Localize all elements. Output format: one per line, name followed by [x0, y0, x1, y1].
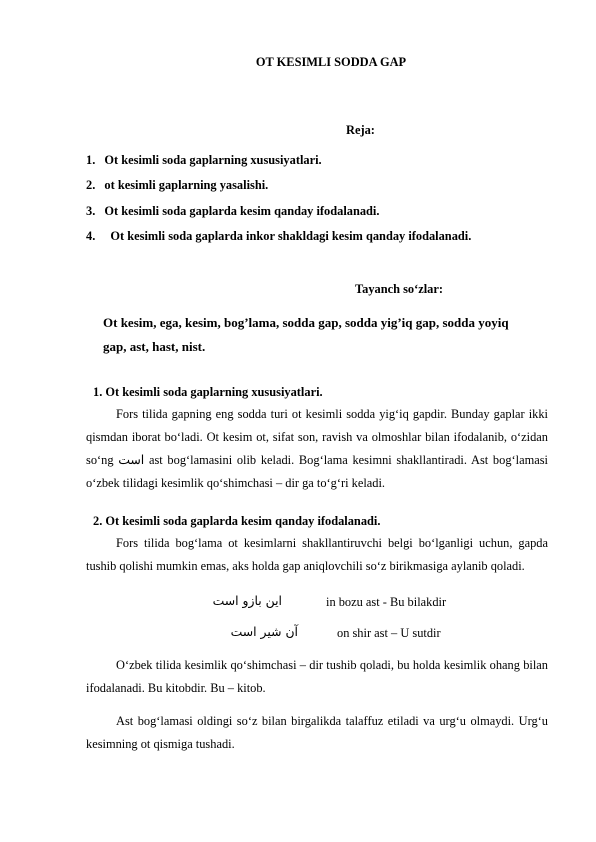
- persian-example: این بازو است: [212, 593, 282, 608]
- keywords-line: gap, ast, hast, nist.: [103, 339, 206, 354]
- example-translation: in bozu ast - Bu bilakdir: [326, 595, 447, 609]
- paragraph-text: Fors tilida gapning eng sodda turi ot kesimli sodda yig‘iq gapdir. Bunday gaplar ikki qismdan iborat bo‘ladi. Ot kesim ot, sifat son, ravish va olmoshlar bilan ifodalanib, o‘zidan so‘ng است ast bog‘lamasini olib keladi. Bog‘lama kesimni shakllantiradi. Ast bog‘lamasi o‘zbek tilidagi kesimlik qo‘shimchasi – dir ga to‘g‘ri keladi.: [86, 407, 548, 490]
- paragraph-text: Ast bog‘lamasi oldingi so‘z bilan birgalikda talaffuz etiladi va urg‘u olmaydi. Urg‘u kesimning ot qismiga tushadi.: [86, 714, 548, 751]
- keywords-line: Ot kesim, ega, kesim, bog’lama, sodda gap, sodda yig’iq gap, sodda yoyiq: [103, 315, 509, 330]
- section-paragraph: [86, 654, 548, 700]
- plan-item-number: 3.: [86, 204, 96, 218]
- plan-item-number: 2.: [86, 178, 96, 192]
- paragraph-text: O‘zbek tilida kesimlik qo‘shimchasi – dir tushib qoladi, bu holda kesimlik ohang bilan ifodalanadi. Bu kitobdir. Bu – kitob.: [86, 658, 548, 695]
- paragraph-text: Fors tilida bog‘lama ot kesimlarni shakllantiruvchi belgi bo‘lganligi uchun, gapda tushib qolishi mumkin emas, aks holda gap aniqlovchili so‘z birikmasiga aylanib qoladi.: [86, 536, 548, 573]
- section-paragraph: [86, 532, 548, 578]
- plan-item: [86, 178, 268, 193]
- plan-item-number: 1.: [86, 153, 96, 167]
- plan-heading: Reja:: [346, 123, 375, 137]
- section-heading: 2. Ot kesimli soda gaplarda kesim qanday ifodalanadi.: [93, 514, 381, 528]
- example-translation: on shir ast – U sutdir: [337, 626, 441, 640]
- plan-item-text: Ot kesimli soda gaplarda inkor shakldagi kesim qanday ifodalanadi.: [110, 229, 472, 243]
- plan-item: [86, 153, 322, 168]
- section-paragraph: [86, 403, 548, 495]
- plan-item-text: ot kesimli gaplarning yasalishi.: [104, 178, 269, 192]
- section-heading: 1. Ot kesimli soda gaplarning xususiyatlari.: [93, 385, 323, 399]
- plan-item-text: Ot kesimli soda gaplarning xususiyatlari.: [104, 153, 322, 167]
- plan-item-number: 4.: [86, 229, 96, 243]
- plan-item: [86, 229, 471, 244]
- document-title: OT KESIMLI SODDA GAP: [255, 55, 407, 69]
- keywords-heading: Tayanch so‘zlar:: [355, 282, 443, 296]
- section-paragraph: [86, 710, 548, 756]
- plan-item-text: Ot kesimli soda gaplarda kesim qanday ifodalanadi.: [104, 204, 380, 218]
- plan-item: [86, 204, 379, 219]
- persian-example: آن شیر است: [230, 624, 298, 639]
